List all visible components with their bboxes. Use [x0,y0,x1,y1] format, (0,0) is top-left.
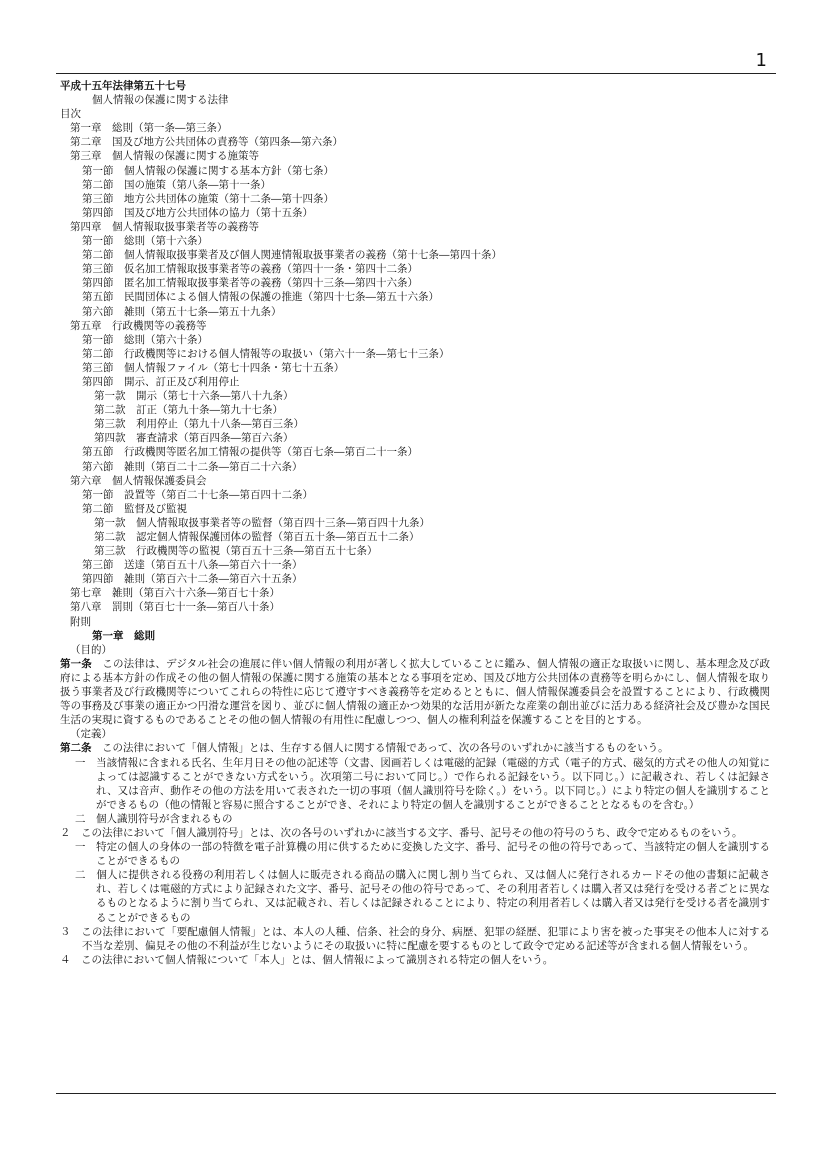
table-of-contents [60,121,770,628]
article2-paragraph-4 [60,953,770,967]
toc-entry: 第三款 利用停止（第九十八条―第百三条） [94,418,304,431]
toc-entry: 第四章 個人情報取扱事業者等の義務等 [70,220,259,233]
item-number: 一 [75,756,86,769]
article2-item-2 [60,812,770,826]
article2-text: この法律において「個人情報」とは、生存する個人に関する情報であって、次の各号のいずれかに該当するものをいう。 [102,742,669,755]
page-number: 1 [755,50,767,71]
article2-caption: （定義） [70,728,112,741]
toc-entry: 第二款 認定個人情報保護団体の監督（第百五十条―第百五十二条） [94,531,420,543]
toc-entry: 第四節 開示、訂正及び利用停止 [82,375,240,388]
toc-entry: 第二節 監督及び監視 [82,502,187,515]
article2-paragraph [60,741,770,755]
item-number: 一 [75,841,86,854]
toc-entry: 第一節 個人情報の保護に関する基本方針（第七条） [82,164,334,177]
article1-text: この法律は、デジタル社会の進展に伴い個人情報の利用が著しく拡大していることに鑑み、個人情報の適正な取扱いに関し、基本理念及び政府による基本方針の作成その他の個人情報の保護に関する施策の基本となる事項を定め、国及び地方公共団体の責務等を明らかにし、個人情報を取り扱う事業者及び行政機関等についてこれらの特性に応じて遵守すべき義務等を定めるとともに、個人情報保護委員会を設置することにより、行政機関等の事務及び事業の適正かつ円滑な運営を図り、並びに個人情報の適正かつ効果的な活用が新たな産業の創出並びに活力ある経済社会及び豊かな国民生活の実現に資するものであることその他の個人情報の有用性に配慮しつつ、個人の権利利益を保護することを目的とする。 [60,657,771,727]
toc-entry: 第四節 匿名加工情報取扱事業者等の義務（第四十三条―第四十六条） [82,277,418,290]
toc-entry: 第六章 個人情報保護委員会 [70,474,207,487]
law-title: 個人情報の保護に関する法律 [92,94,229,107]
article2-para2-item-1 [60,840,770,868]
item-text: 個人識別符号が含まれるもの [96,812,233,825]
paragraph-text: この法律において個人情報について「本人」とは、個人情報によって識別される特定の個人をいう。 [81,953,554,966]
law-number: 平成十五年法律第五十七号 [60,80,186,92]
article2-paragraph-3 [60,925,770,953]
toc-entry: 第四節 国及び地方公共団体の協力（第十五条） [82,206,313,219]
header-rule [56,73,776,74]
article2-number: 第二条 [60,742,92,755]
document-body [60,79,770,967]
paragraph-number: ４ [60,953,71,966]
article1-paragraph [60,657,770,727]
toc-entry: 第一章 総則（第一条―第三条） [70,122,228,135]
toc-heading: 目次 [60,108,81,121]
article2-paragraph-2 [60,826,770,840]
toc-entry: 第六節 雑則（第五十七条―第五十九条） [82,305,282,318]
paragraph-text: この法律において「要配慮個人情報」とは、本人の人種、信条、社会的身分、病歴、犯罪の経歴、犯罪により害を被った事実その他本人に対する不当な差別、偏見その他の不利益が生じないようにその取扱いに特に配慮を要するものとして政令で定める記述等が含まれる個人情報をいう。 [81,925,771,952]
toc-entry: 第三節 個人情報ファイル（第七十四条・第七十五条） [82,361,345,374]
toc-entry: 第二款 訂正（第九十条―第九十七条） [94,404,283,417]
chapter1-heading: 第一章 総則 [92,629,155,642]
toc-entry: 第三章 個人情報の保護に関する施策等 [70,150,259,163]
item-number: 二 [75,869,86,882]
toc-entry: 第一節 設置等（第百二十七条―第百四十二条） [82,488,313,501]
toc-entry: 第一款 個人情報取扱事業者等の監督（第百四十三条―第百四十九条） [94,516,430,529]
toc-entry: 第二節 行政機関等における個人情報等の取扱い（第六十一条―第七十三条） [82,347,450,360]
toc-entry: 第三節 仮名加工情報取扱事業者等の義務（第四十一条・第四十二条） [82,263,418,276]
toc-entry: 第二節 国の施策（第八条―第十一条） [82,178,271,191]
article2-item-1 [60,756,770,812]
toc-entry: 第五節 民間団体による個人情報の保護の推進（第四十七条―第五十六条） [82,291,439,304]
toc-entry: 第六節 雑則（第百二十二条―第百二十六条） [82,460,303,473]
item-text: 当該情報に含まれる氏名、生年月日その他の記述等（文書、図画若しくは電磁的記録（電磁的方式（電子的方式、磁気的方式その他人の知覚によっては認識することができない方式をいう。次項第二号において同じ。）で作られる記録をいう。以下同じ。）に記載され、若しくは記録され、又は音声、動作その他の方法を用いて表された一切の事項（個人識別符号を除く。）をいう。以下同じ。）により特定の個人を識別することができるもの（他の情報と容易に照合することができ、それにより特定の個人を識別することができることとなるものを含む。） [96,756,770,811]
toc-entry: 第二節 個人情報取扱事業者及び個人関連情報取扱事業者の義務（第十七条―第四十条） [82,249,502,262]
article1-caption: （目的） [70,643,112,656]
toc-entry: 第一款 開示（第七十六条―第八十九条） [94,390,294,403]
article1-number: 第一条 [60,657,92,670]
toc-entry: 第八章 罰則（第百七十一条―第百八十条） [70,601,280,614]
article2-para2-item-2 [60,868,770,924]
item-number: 二 [75,812,86,825]
toc-entry: 附則 [70,615,91,628]
toc-entry: 第二章 国及び地方公共団体の責務等（第四条―第六条） [70,136,343,149]
toc-entry: 第一節 総則（第十六条） [82,235,208,248]
item-text: 特定の個人の身体の一部の特徴を電子計算機の用に供するために変換した文字、番号、記号その他の符号であって、当該特定の個人を識別することができるもの [96,841,771,868]
toc-entry: 第四款 審査請求（第百四条―第百六条） [94,432,294,445]
toc-entry: 第五節 行政機関等匿名加工情報の提供等（第百七条―第百二十一条） [82,446,418,459]
toc-entry: 第三款 行政機関等の監視（第百五十三条―第百五十七条） [94,545,378,558]
item-text: 個人に提供される役務の利用若しくは個人に販売される商品の購入に関し割り当てられ、又は個人に発行されるカードその他の書類に記載され、若しくは電磁的方式により記録された文字、番号、記号その他の符号であって、その利用者若しくは購入者又は発行を受ける者ごとに異なるものとなるように割り当てられ、又は記載され、若しくは記録されることにより、特定の利用者若しくは購入者又は発行を受ける者を識別することができるもの [96,869,770,924]
toc-entry: 第三節 送達（第百五十八条―第百六十一条） [82,559,303,572]
paragraph-number: ２ [60,826,71,839]
toc-entry: 第一節 総則（第六十条） [82,333,208,346]
toc-entry: 第五章 行政機関等の義務等 [70,319,207,332]
footer-rule [56,1093,776,1094]
paragraph-text: この法律において「個人識別符号」とは、次の各号のいずれかに該当する文字、番号、記号その他の符号のうち、政令で定めるものをいう。 [81,826,743,839]
toc-entry: 第四節 雑則（第百六十二条―第百六十五条） [82,573,303,586]
paragraph-number: ３ [60,925,71,938]
toc-entry: 第七章 雑則（第百六十六条―第百七十条） [70,587,280,600]
toc-entry: 第三節 地方公共団体の施策（第十二条―第十四条） [82,192,334,205]
